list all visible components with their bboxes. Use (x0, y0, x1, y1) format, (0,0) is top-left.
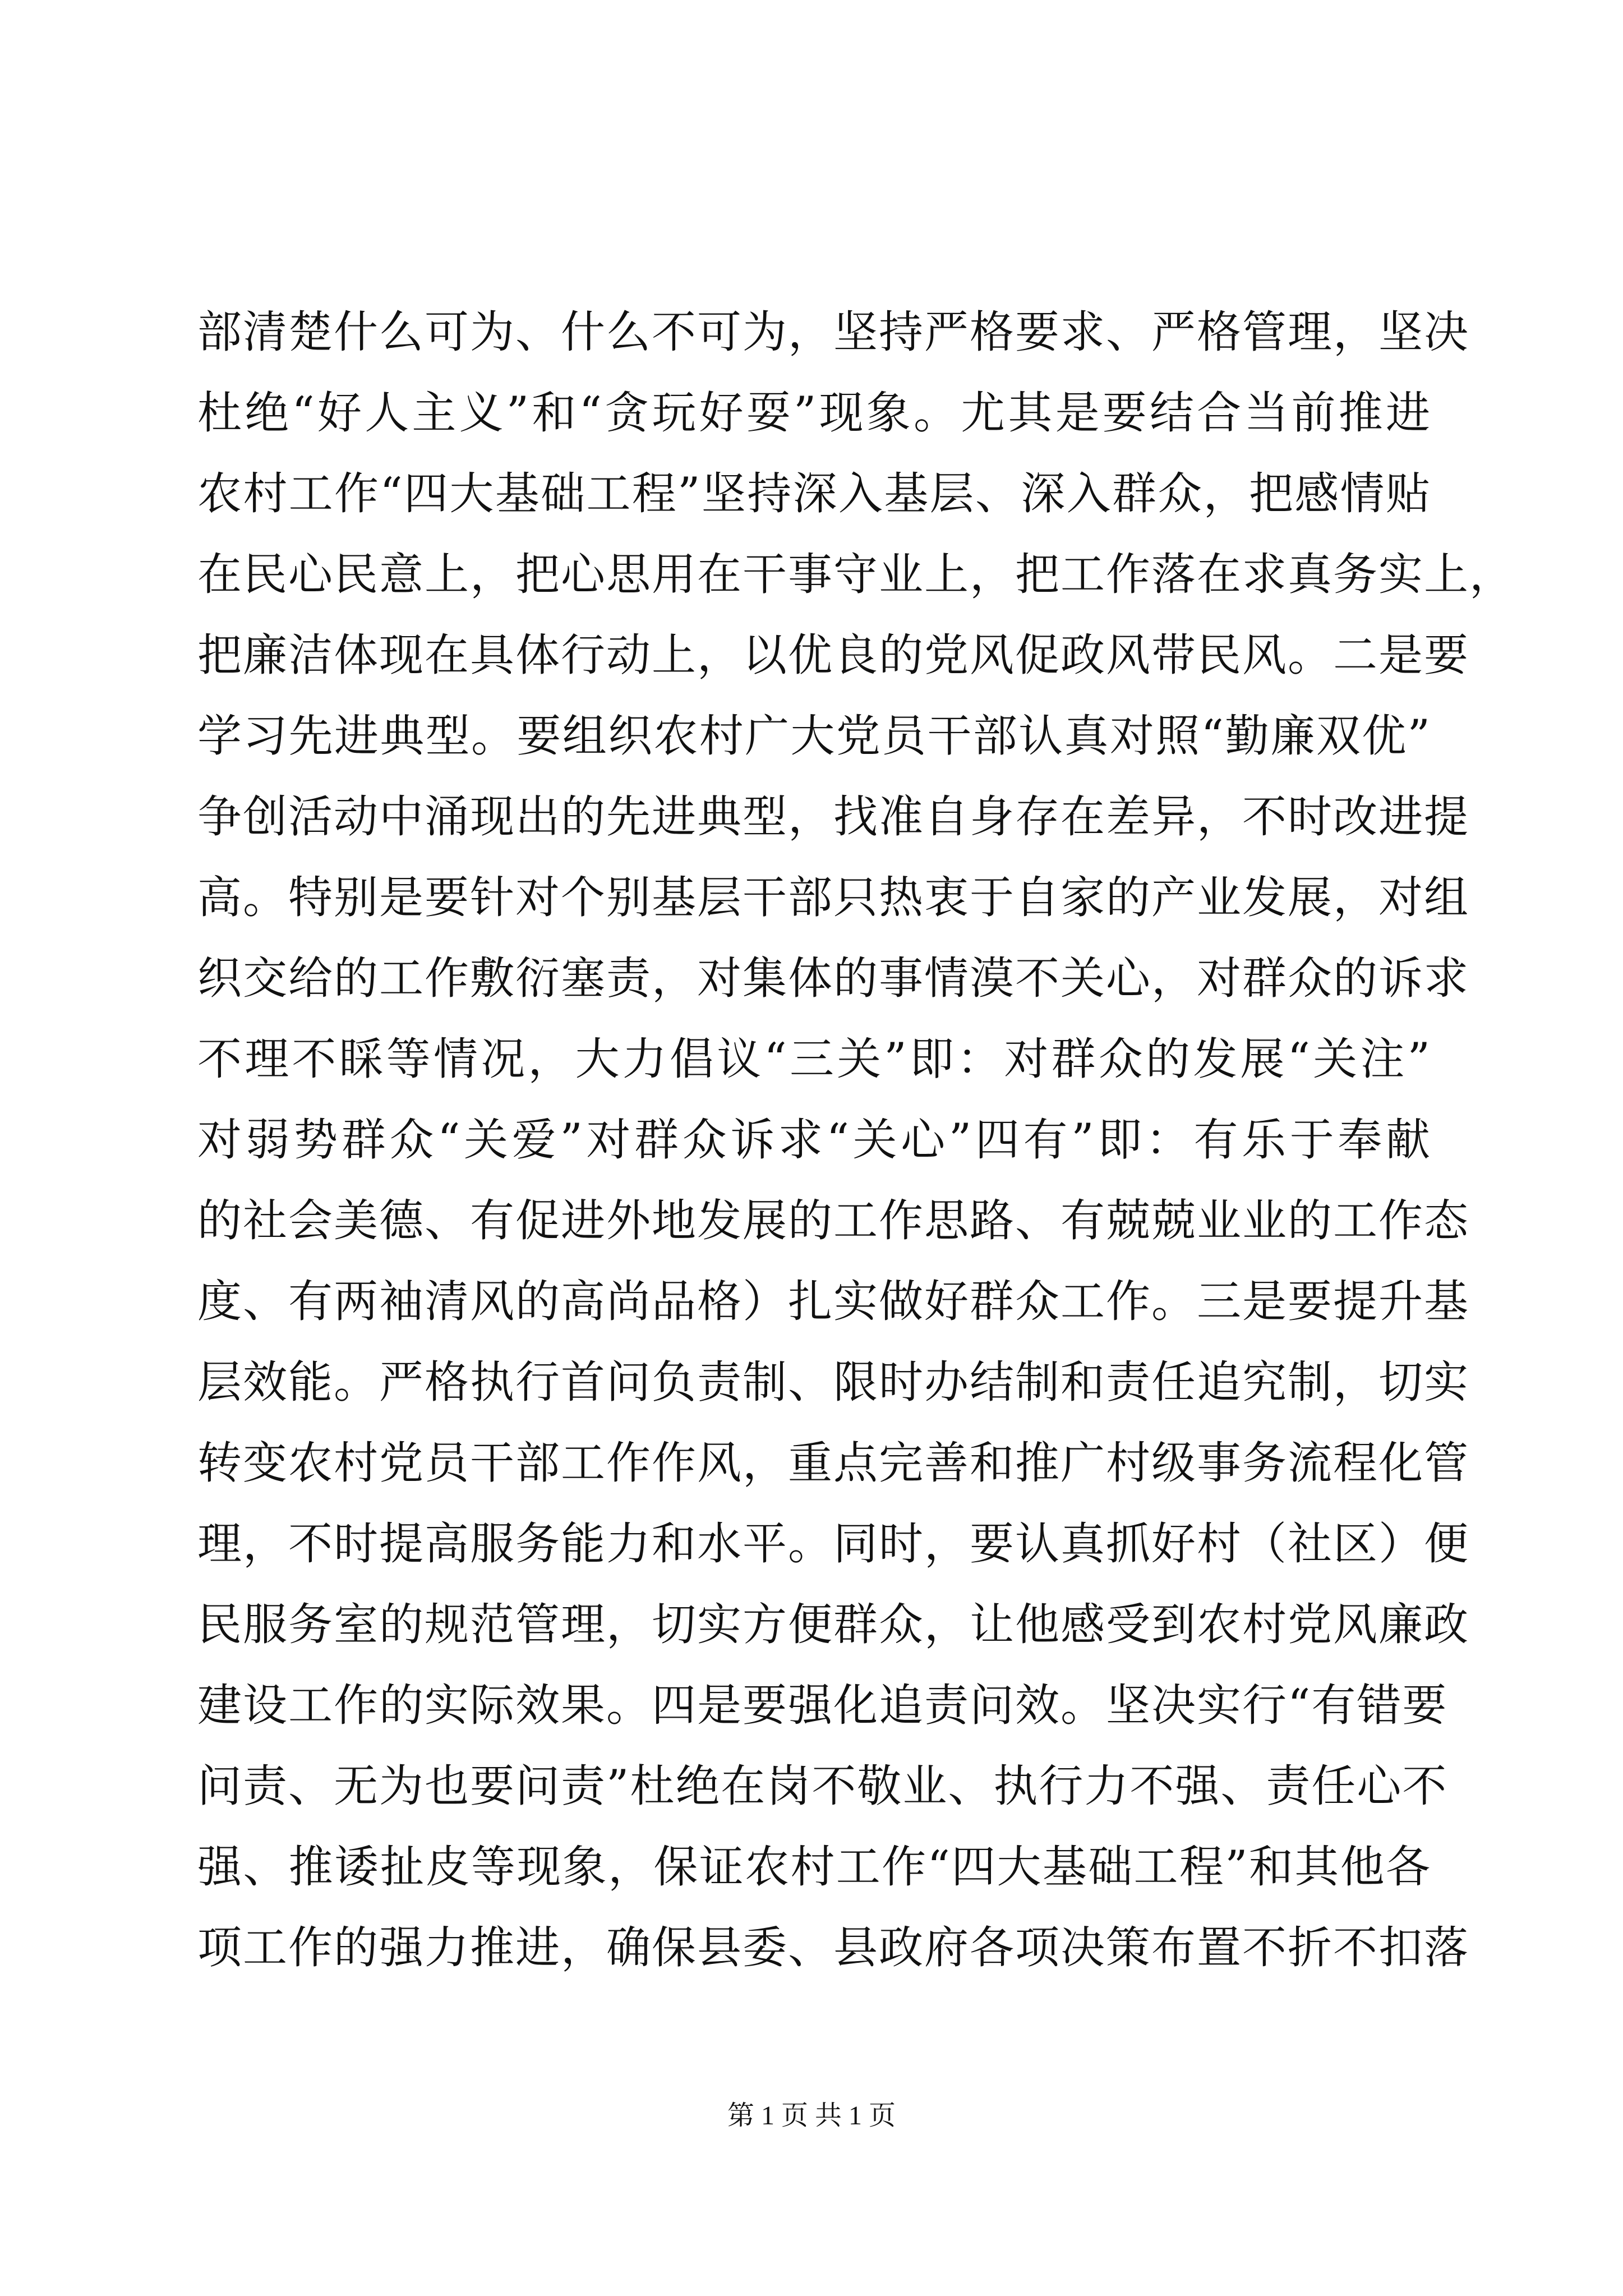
body-paragraph (197, 292, 1515, 1988)
text-line: 部清楚什么可为、什么不可为，坚持严格要求、严格管理，坚决 (197, 306, 1469, 358)
text-line: 理，不时提高服务能力和水平。同时，要认真抓好村（社区）便 (197, 1518, 1469, 1570)
text-line: 建设工作的实际效果。四是要强化追责问效。坚决实行“有错要 (197, 1680, 1448, 1731)
text-line: 学习先进典型。要组织农村广大党员干部认真对照“勤廉双优” (197, 710, 1431, 762)
page-footer (0, 2099, 1623, 2133)
text-line: 项工作的强力推进，确保县委、县政府各项决策布置不折不扣落 (197, 1922, 1469, 1973)
text-line: 问责、无为也要问责”杜绝在岗不敬业、执行力不强、责任心不 (197, 1760, 1448, 1812)
text-line: 杜绝“好人主义”和“贪玩好耍”现象。尤其是要结合当前推进 (197, 387, 1431, 439)
text-line: 强、推诿扯皮等现象，保证农村工作“四大基础工程”和其他各 (197, 1841, 1431, 1893)
text-line: 把廉洁体现在具体行动上，以优良的党风促政风带民风。二是要 (197, 629, 1469, 681)
text-line: 民服务室的规范管理，切实方便群众，让他感受到农村党风廉政 (197, 1599, 1469, 1650)
text-line: 农村工作“四大基础工程”坚持深入基层、深入群众，把感情贴 (197, 468, 1431, 519)
page-number-label: 第 1 页 共 1 页 (727, 2101, 896, 2131)
text-line: 在民心民意上，把心思用在干事守业上，把工作落在求真务实上， (197, 549, 1515, 600)
text-line: 对弱势群众“关爱”对群众诉求“关心”四有”即：有乐于奉献 (197, 1114, 1431, 1166)
text-line: 转变农村党员干部工作作风，重点完善和推广村级事务流程化管 (197, 1437, 1469, 1489)
text-line: 争创活动中涌现出的先进典型，找准自身存在差异，不时改进提 (197, 791, 1469, 843)
text-line: 层效能。严格执行首问负责制、限时办结制和责任追究制，切实 (197, 1356, 1469, 1408)
text-line: 的社会美德、有促进外地发展的工作思路、有兢兢业业的工作态 (197, 1195, 1469, 1246)
text-line: 高。特别是要针对个别基层干部只热衷于自家的产业发展，对组 (197, 872, 1469, 923)
text-line: 不理不睬等情况，大力倡议“三关”即：对群众的发展“关注” (197, 1033, 1431, 1085)
text-line: 度、有两袖清风的高尚品格）扎实做好群众工作。三是要提升基 (197, 1276, 1469, 1327)
text-line: 织交给的工作敷衍塞责，对集体的事情漠不关心，对群众的诉求 (197, 953, 1469, 1004)
